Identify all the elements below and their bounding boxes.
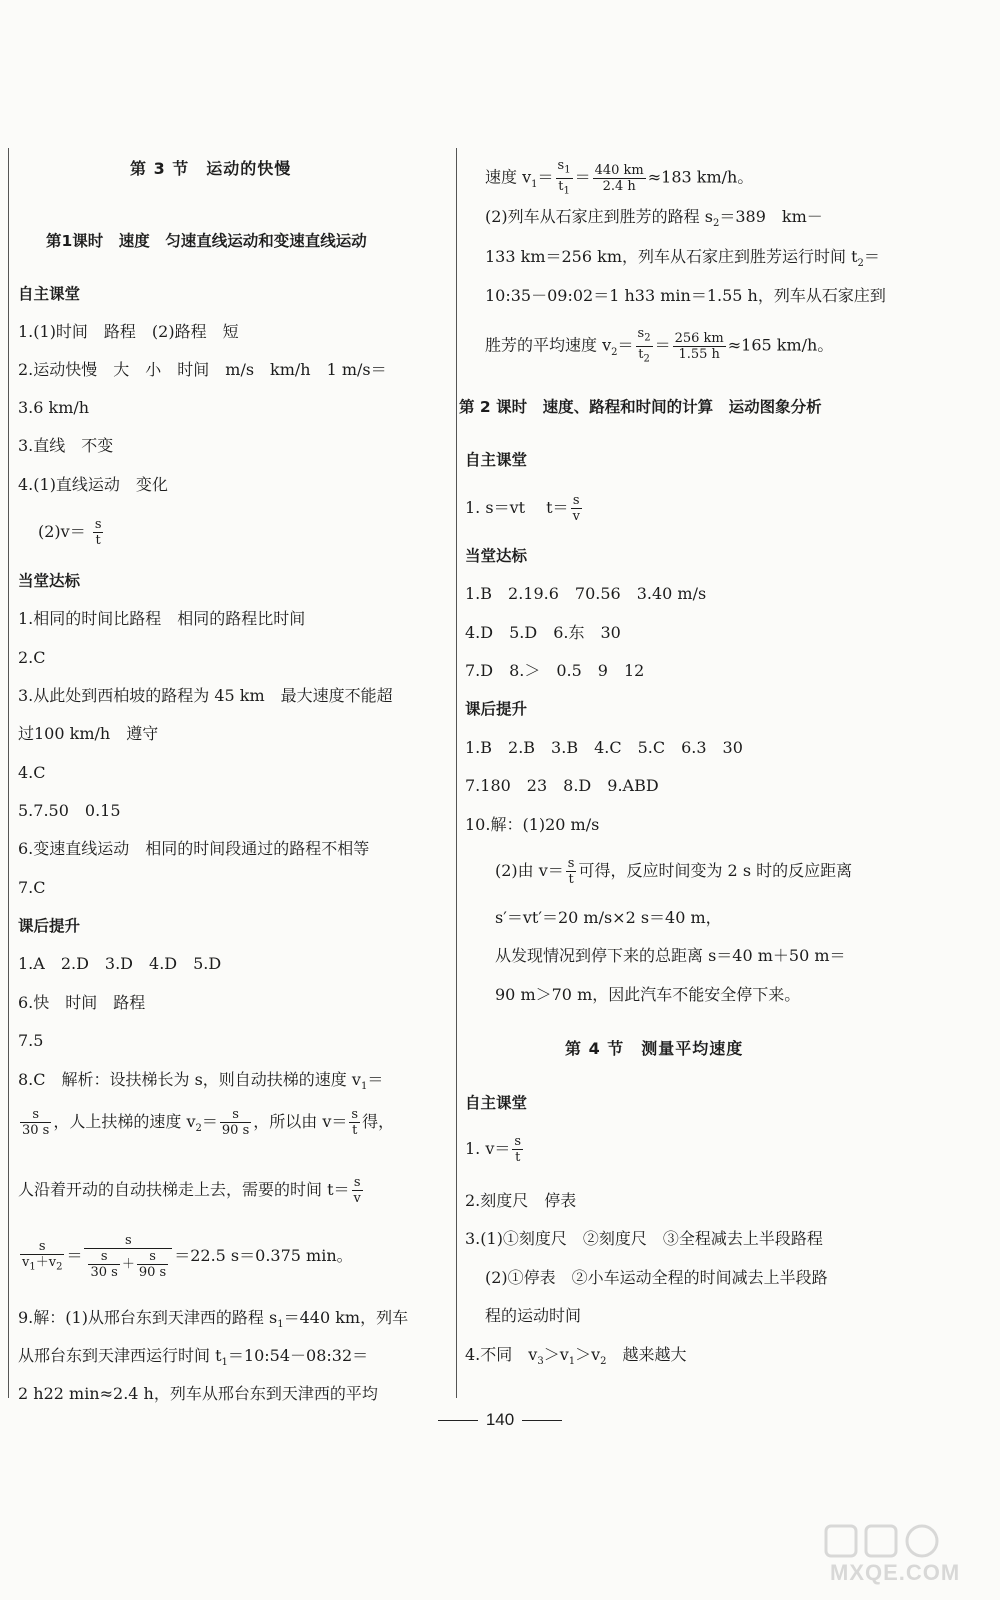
- answer-line: 3.从此处到西柏坡的路程为 45 km 最大速度不能超: [18, 686, 393, 705]
- heading-zizhu: 自主课堂: [18, 285, 81, 303]
- answer-line: 6.快 时间 路程: [18, 993, 146, 1012]
- watermark-text: MXQE.COM: [830, 1560, 961, 1585]
- watermark-icon: [822, 1522, 982, 1562]
- answer-line: 2.刻度尺 停表: [465, 1191, 577, 1210]
- text: (2)列车从石家庄到胜芳的路程 s: [485, 207, 713, 226]
- divider: [438, 1420, 478, 1421]
- answer-line: 6.变速直线运动 相同的时间段通过的路程不相等: [18, 839, 370, 858]
- section-title-4: 第 4 节 测量平均速度: [565, 1039, 744, 1058]
- answer-line: 3.(1)①刻度尺 ②刻度尺 ③全程减去上半段路程: [465, 1229, 823, 1248]
- text: (2)v＝: [38, 522, 86, 541]
- watermark-logo: [822, 1522, 982, 1588]
- fraction: $\frac{s}{v_1+v_2}$: [22, 1238, 63, 1273]
- text: 4.不同 v: [465, 1345, 538, 1364]
- answer-line: 程的运动时间: [485, 1306, 582, 1325]
- answer-line: 5.7.50 0.15: [18, 801, 121, 820]
- answer-line: 4.C: [18, 763, 46, 782]
- text: ＝440 km，列车: [283, 1308, 409, 1327]
- fraction: $\frac{256 km}{1.55 h}$: [674, 330, 724, 362]
- heading-kehou: 课后提升: [18, 917, 81, 935]
- text: 人沿着开动的自动扶梯走上去，需要的时间 t＝: [18, 1180, 350, 1199]
- fraction: $\frac{s}{v}$: [572, 493, 580, 524]
- answer-line: 速度 $v_1=$ $\frac{s_1}{t_1}$ ＝ $\frac{440 km}{2.4 h}$ ≈183 km/h。: [485, 158, 754, 197]
- text: (2)由 v＝: [495, 861, 564, 880]
- text: 从邢台东到天津西运行时间 t: [18, 1346, 222, 1365]
- answer-line: 2.运动快慢 大 小 时间 m/s km/h 1 m/s＝: [18, 360, 387, 379]
- answer-line: 1.(1)时间 路程 (2)路程 短: [18, 322, 239, 341]
- answer-line: 90 m＞70 m，因此汽车不能安全停下来。: [495, 985, 801, 1004]
- answer-line: 1.B 2.19.6 70.56 3.40 m/s: [465, 584, 707, 603]
- answer-line: 10:35－09:02＝1 h33 min＝1.55 h，列车从石家庄到: [485, 286, 886, 305]
- answer-line: 4.D 5.D 6.东 30: [465, 623, 621, 642]
- answer-line: 3.6 km/h: [18, 398, 90, 417]
- fraction: $\frac{s}{30 s}$: [22, 1107, 50, 1138]
- text: ≈183 km/h。: [647, 167, 754, 187]
- divider: [522, 1420, 562, 1421]
- text: ，所以由 v＝: [253, 1112, 348, 1131]
- answer-line: 1.相同的时间比路程 相同的路程比时间: [18, 609, 306, 628]
- answer-line: 过100 km/h 遵守: [18, 724, 159, 743]
- answer-line: $\frac{s}{30 s}$ ，人上扶梯的速度 $v_2=$ $\frac{s}{90 s}$ ，所以由 v＝ $\frac{s}{t}$ 得，: [22, 1107, 395, 1138]
- lesson-title-1: 第1课时 速度 匀速直线运动和变速直线运动: [46, 232, 367, 250]
- answer-line: [465, 493, 584, 524]
- text: 8.C 解析：设扶梯长为 s，则自动扶梯的速度 v: [18, 1070, 361, 1089]
- answer-line: 4.不同 $v_3>v_1>v_2$ 越来越大: [465, 1345, 687, 1368]
- text: 胜芳的平均速度 v: [485, 335, 612, 355]
- text: ≈165 km/h。: [727, 335, 834, 355]
- column-divider: [456, 148, 457, 1398]
- answer-line: s′＝vt′＝20 m/s×2 s＝40 m，: [495, 908, 722, 927]
- answer-line: [495, 856, 852, 887]
- fraction: s $\frac{s}{30 s}$ ＋ $\frac{s}{90 s}$: [84, 1233, 172, 1280]
- heading-dangtang: 当堂达标: [18, 572, 81, 590]
- answer-line: 1.B 2.B 3.B 4.C 5.C 6.3 30: [465, 738, 743, 757]
- answer-line: [465, 1134, 525, 1165]
- text: ＝: [863, 247, 880, 266]
- answer-line: [18, 1175, 365, 1206]
- answer-line: 7.C: [18, 878, 46, 897]
- heading-kehou: 课后提升: [465, 700, 528, 718]
- text: 速度 v: [485, 167, 532, 187]
- answer-line: 3.直线 不变: [18, 436, 114, 455]
- text: 9.解：(1)从邢台东到天津西的路程 s: [18, 1308, 278, 1327]
- fraction: $\frac{s}{t}$: [351, 1107, 359, 1138]
- fraction: $\frac{s}{t}$: [567, 856, 575, 887]
- text: ＝389 km－: [719, 207, 823, 226]
- page-number-text: 140: [485, 1410, 515, 1429]
- answer-line: 7.180 23 8.D 9.ABD: [465, 776, 659, 795]
- answer-line: 从邢台东到天津西运行时间 $t_1=10:54-08:32=$: [18, 1346, 369, 1369]
- text: ＝10:54－08:32＝: [227, 1346, 369, 1365]
- answer-line: 7.D 8.＞ 0.5 9 12: [465, 661, 645, 680]
- answer-line: 1.A 2.D 3.D 4.D 5.D: [18, 954, 222, 973]
- heading-zizhu: 自主课堂: [465, 1094, 528, 1112]
- answer-line: 2 h22 min≈2.4 h，列车从邢台东到天津西的平均: [18, 1384, 378, 1403]
- answer-line: 9.解：(1)从邢台东到天津西的路程 $s_1=440$ km，列车: [18, 1308, 409, 1331]
- text: 1. s＝vt t＝: [465, 498, 569, 517]
- fraction: $\frac{s}{v}$: [353, 1175, 361, 1206]
- answer-line: 从发现情况到停下来的总距离 s＝40 m＋50 m＝: [495, 946, 846, 965]
- text: 1. v＝: [465, 1139, 511, 1158]
- heading-zizhu: 自主课堂: [465, 451, 528, 469]
- answer-line: 10.解：(1)20 m/s: [465, 815, 600, 834]
- answer-line: [38, 517, 105, 548]
- answer-line: 4.(1)直线运动 变化: [18, 475, 168, 494]
- text: 得，: [362, 1112, 395, 1131]
- answer-line: (2)列车从石家庄到胜芳的路程 $s_2=389$ km－: [485, 207, 823, 230]
- answer-line: 7.5: [18, 1031, 44, 1050]
- page-number: [0, 1410, 1000, 1430]
- text: 133 km＝256 km，列车从石家庄到胜芳运行时间 t: [485, 247, 858, 266]
- lesson-title-2: 第 2 课时 速度、路程和时间的计算 运动图象分析: [459, 398, 822, 416]
- answer-line: 133 km＝256 km，列车从石家庄到胜芳运行时间 $t_2=$: [485, 247, 880, 270]
- fraction: $\frac{s}{t}$: [514, 1134, 522, 1165]
- left-margin-rule: [8, 148, 9, 1398]
- fraction: $\frac{s}{90 s}$: [221, 1107, 250, 1138]
- answer-line: 8.C 解析：设扶梯长为 s，则自动扶梯的速度 $v_1=$: [18, 1070, 384, 1093]
- fraction: $\frac{440 km}{2.4 h}$: [594, 162, 644, 194]
- fraction: $\frac{s}{t}$: [94, 517, 102, 548]
- fraction: $\frac{s_1}{t_1}$: [557, 158, 571, 197]
- answer-line: 胜芳的平均速度 $v_2=$ $\frac{s_2}{t_2}$ ＝ $\frac{256 km}{1.55 h}$ ≈165 km/h。: [485, 326, 834, 365]
- text: 可得，反应时间变为 2 s 时的反应距离: [578, 861, 853, 880]
- answer-line: 2.C: [18, 648, 46, 667]
- section-title-3: 第 3 节 运动的快慢: [130, 159, 292, 178]
- text: ＝22.5 s＝0.375 min。: [174, 1246, 353, 1265]
- answer-line: $\frac{s}{v_1+v_2}$ ＝ s $\frac{s}{30 s}$ ＋ $\frac{s}{90 s}$ ＝22.5 s＝0.375 min。: [22, 1233, 353, 1280]
- heading-dangtang: 当堂达标: [465, 547, 528, 565]
- fraction: $\frac{s_2}{t_2}$: [637, 326, 651, 365]
- text: ，人上扶梯的速度 v: [53, 1112, 196, 1131]
- text: ＝: [367, 1070, 384, 1089]
- text: 越来越大: [622, 1345, 687, 1364]
- answer-line: (2)①停表 ②小车运动全程的时间减去上半段路: [485, 1268, 828, 1287]
